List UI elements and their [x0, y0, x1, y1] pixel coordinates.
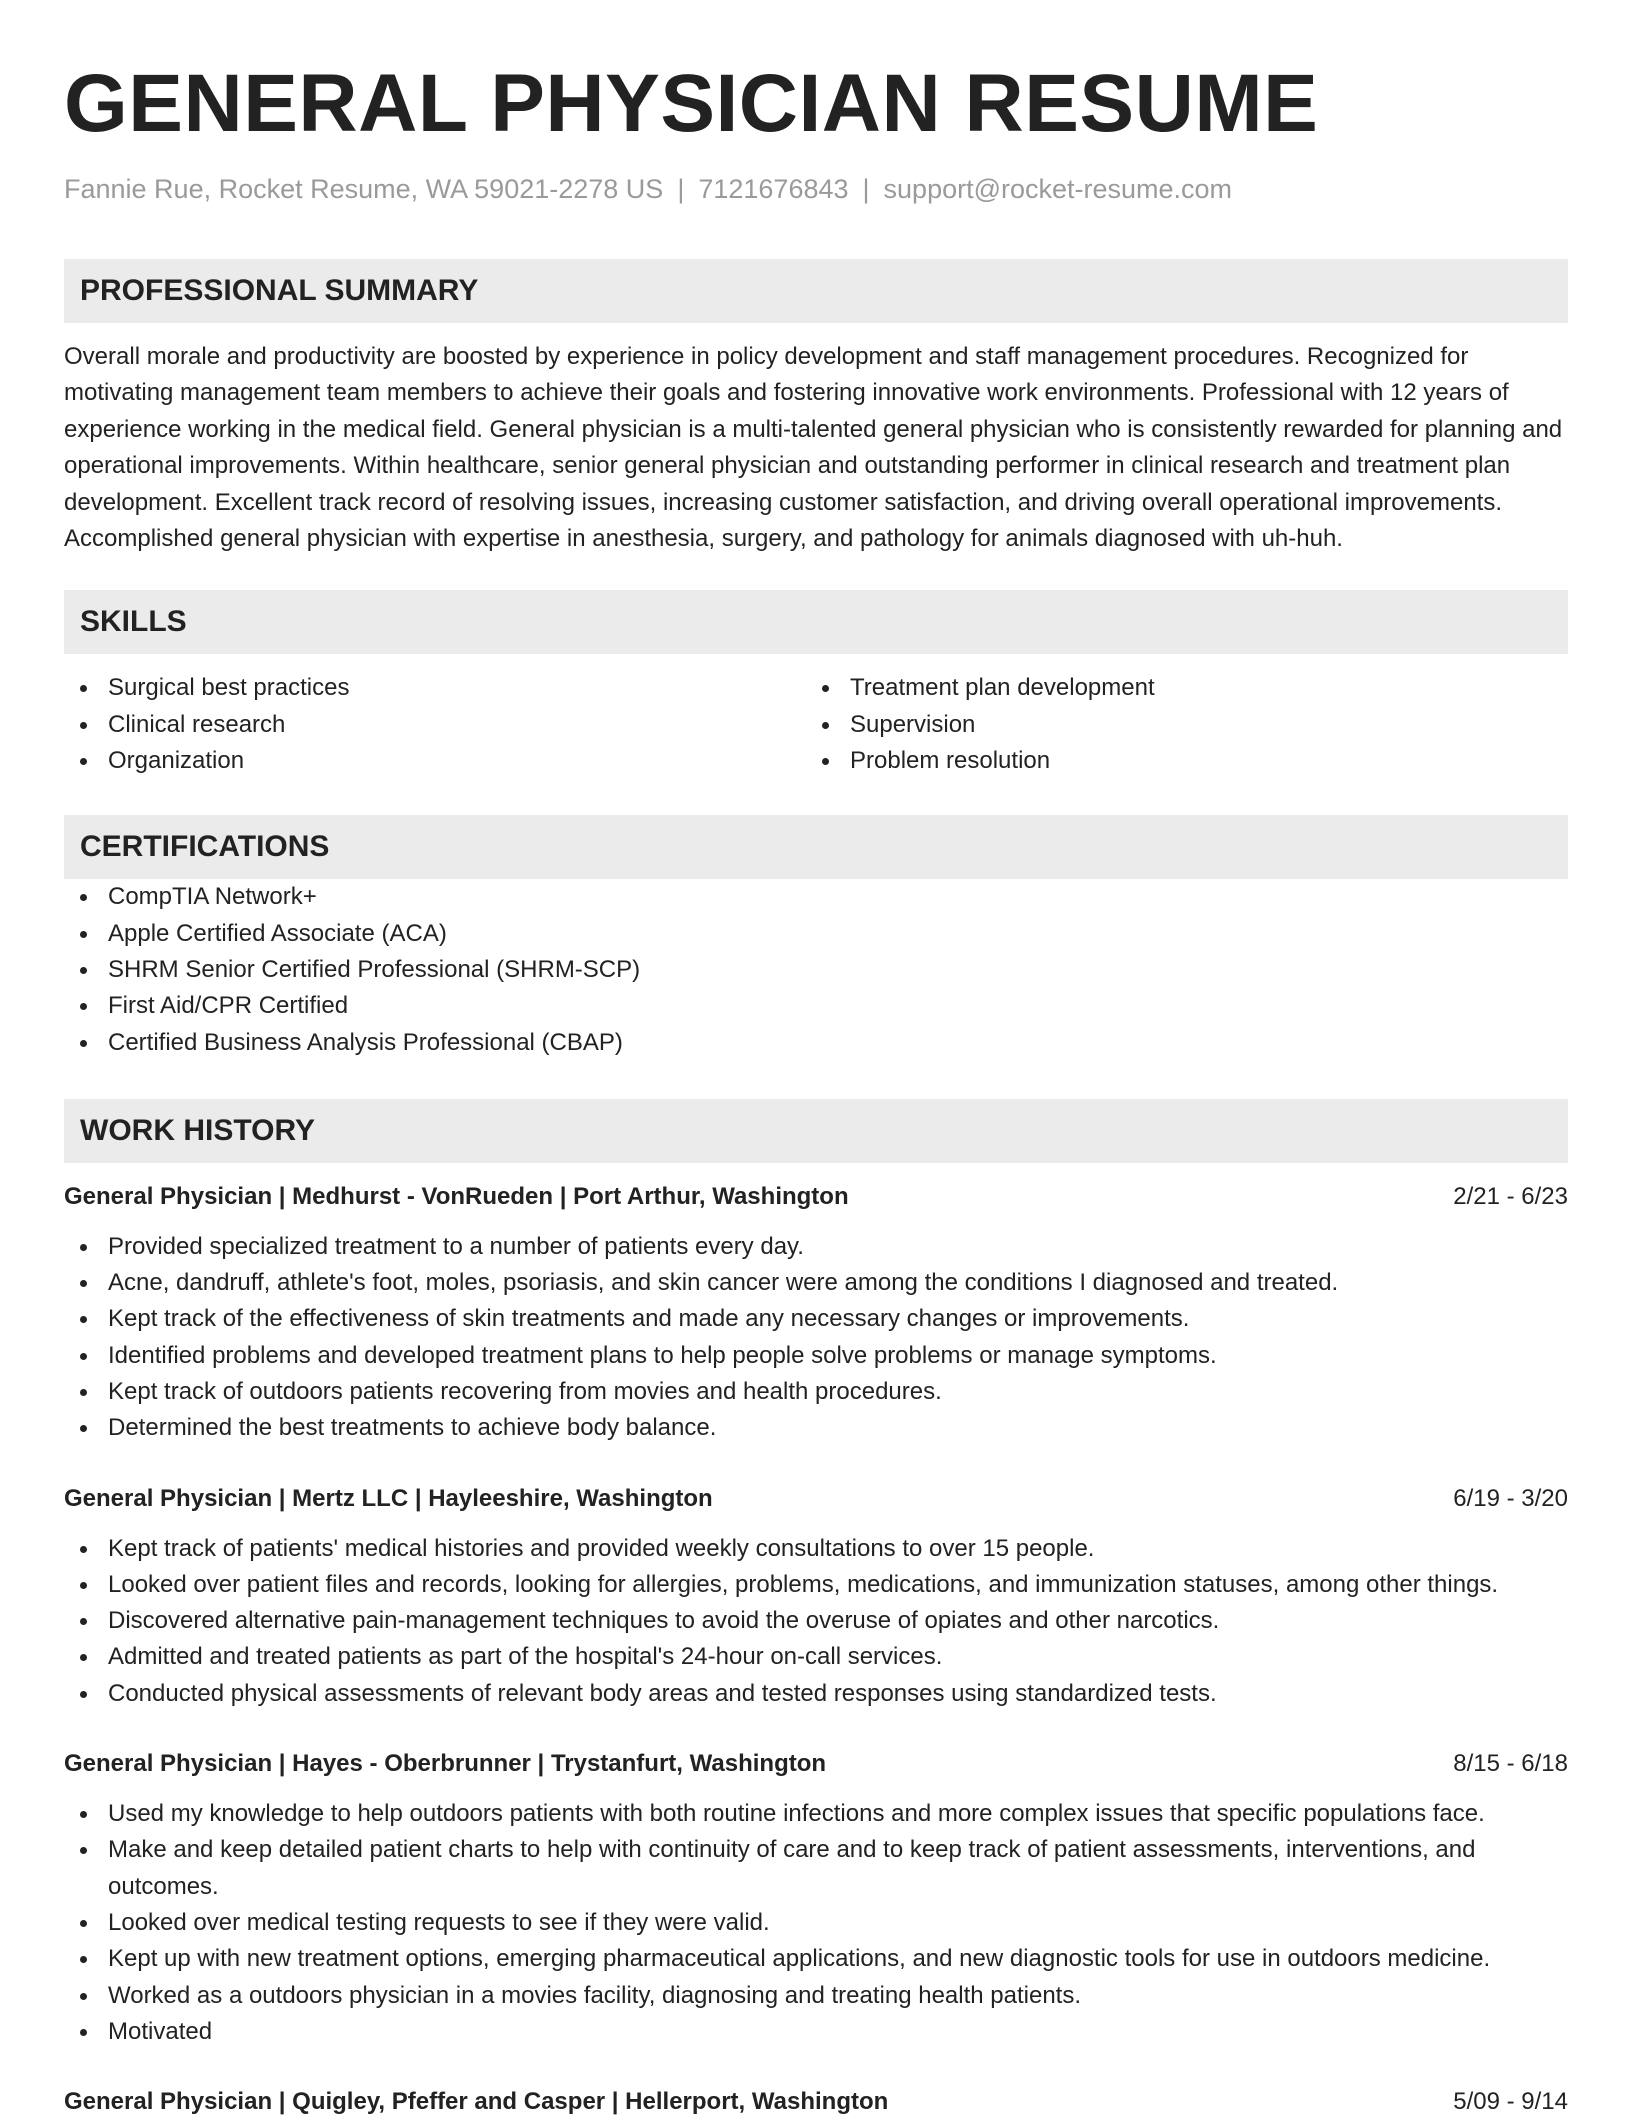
job-dates: 6/19 - 3/20	[1453, 1484, 1568, 1512]
summary-text: Overall morale and productivity are boosted by experience in policy development and staff management procedures. Recognized for motivating management team members to achieve their goals and fostering innovative work environments. Professional with 12 years of experience working in the medical field. General physician is a multi-talented general physician who is consistently rewarded for planning and operational improvements. Within healthcare, senior general physician and outstanding performer in clinical research and treatment plan development. Excellent track record of resolving issues, increasing customer satisfaction, and driving overall operational improvements. Accomplished general physician with expertise in anesthesia, surgery, and pathology for animals diagnosed with uh-huh.	[64, 343, 1563, 553]
job-entry	[64, 1179, 1568, 1447]
job-entry	[64, 1746, 1568, 2050]
certifications-list	[64, 879, 1568, 1060]
job-duty-item: Provided specialized treatment to a number of patients every day.	[64, 1229, 1568, 1265]
contact-phone: 7121676843	[698, 174, 849, 204]
job-header	[64, 1481, 1568, 1517]
job-duty-item: Kept track of outdoors patients recovering from movies and health procedures.	[64, 1374, 1568, 1410]
certification-item: First Aid/CPR Certified	[64, 988, 1568, 1024]
certification-item: SHRM Senior Certified Professional (SHRM-SCP)	[64, 952, 1568, 988]
skills-list-left	[64, 670, 806, 779]
job-header	[64, 1746, 1568, 1782]
skill-item: Supervision	[806, 707, 1548, 743]
work-history-heading: WORK HISTORY	[64, 1099, 1568, 1163]
job-duty-item: Admitted and treated patients as part of the hospital's 24-hour on-call services.	[64, 1639, 1568, 1675]
skills-column-right	[806, 670, 1548, 779]
certifications-heading: CERTIFICATIONS	[64, 815, 1568, 879]
certification-item: Certified Business Analysis Professional (CBAP)	[64, 1025, 1568, 1061]
skill-item: Clinical research	[64, 707, 806, 743]
skills-grid	[64, 670, 1568, 779]
job-entry	[64, 2084, 1568, 2120]
skill-item: Organization	[64, 743, 806, 779]
job-duty-item: Used my knowledge to help outdoors patients with both routine infections and more complex issues that specific populations face.	[64, 1796, 1568, 1832]
skill-item: Problem resolution	[806, 743, 1548, 779]
summary-heading: PROFESSIONAL SUMMARY	[64, 259, 1568, 323]
job-duty-item: Kept track of the effectiveness of skin treatments and made any necessary changes or improvements.	[64, 1301, 1568, 1337]
skills-list-right	[806, 670, 1548, 779]
job-duty-item: Determined the best treatments to achieve body balance.	[64, 1410, 1568, 1446]
resume-page	[64, 0, 1568, 2120]
contact-email[interactable]: support@rocket-resume.com	[883, 174, 1233, 204]
contact-separator: |	[862, 174, 870, 204]
job-entry	[64, 1481, 1568, 1712]
contact-address: Fannie Rue, Rocket Resume, WA 59021-2278 US	[64, 174, 664, 204]
job-header	[64, 2084, 1568, 2120]
job-title: General Physician | Medhurst - VonRueden | Port Arthur, Washington	[64, 1182, 849, 1210]
job-title: General Physician | Mertz LLC | Hayleeshire, Washington	[64, 1484, 713, 1512]
job-title: General Physician | Quigley, Pfeffer and Casper | Hellerport, Washington	[64, 2088, 889, 2116]
job-duty-item: Worked as a outdoors physician in a movies facility, diagnosing and treating health patients.	[64, 1978, 1568, 2014]
skill-item: Treatment plan development	[806, 670, 1548, 706]
job-title: General Physician | Hayes - Oberbrunner | Trystanfurt, Washington	[64, 1750, 827, 1778]
resume-title: GENERAL PHYSICIAN RESUME	[64, 58, 1319, 149]
job-duties-list	[64, 1531, 1568, 1712]
skills-column-left	[64, 670, 806, 779]
job-duty-item: Kept track of patients' medical histories and provided weekly consultations to over 15 people.	[64, 1531, 1568, 1567]
job-duty-item: Looked over medical testing requests to see if they were valid.	[64, 1905, 1568, 1941]
skill-item: Surgical best practices	[64, 670, 806, 706]
job-duties-list	[64, 1796, 1568, 2050]
job-duty-item: Acne, dandruff, athlete's foot, moles, psoriasis, and skin cancer were among the conditions I diagnosed and treated.	[64, 1265, 1568, 1301]
contact-separator: |	[677, 174, 685, 204]
job-duty-item: Make and keep detailed patient charts to help with continuity of care and to keep track of patient assessments, interventions, and outcomes.	[64, 1832, 1568, 1905]
job-header	[64, 1179, 1568, 1215]
job-duties-list	[64, 1229, 1568, 1447]
job-duty-item: Kept up with new treatment options, emerging pharmaceutical applications, and new diagnostic tools for use in outdoors medicine.	[64, 1941, 1568, 1977]
job-dates: 5/09 - 9/14	[1453, 2088, 1568, 2116]
job-dates: 2/21 - 6/23	[1453, 1182, 1568, 1210]
job-duty-item: Looked over patient files and records, looking for allergies, problems, medications, and immunization statuses, among other things.	[64, 1567, 1568, 1603]
certification-item: Apple Certified Associate (ACA)	[64, 916, 1568, 952]
certification-item: CompTIA Network+	[64, 879, 1568, 915]
job-duty-item: Conducted physical assessments of relevant body areas and tested responses using standardized tests.	[64, 1676, 1568, 1712]
job-duty-item: Motivated	[64, 2014, 1568, 2050]
job-duty-item: Discovered alternative pain-management techniques to avoid the overuse of opiates and other narcotics.	[64, 1603, 1568, 1639]
job-duty-item: Identified problems and developed treatment plans to help people solve problems or manage symptoms.	[64, 1338, 1568, 1374]
job-dates: 8/15 - 6/18	[1453, 1750, 1568, 1778]
contact-line	[64, 172, 1568, 206]
skills-heading: SKILLS	[64, 590, 1568, 654]
